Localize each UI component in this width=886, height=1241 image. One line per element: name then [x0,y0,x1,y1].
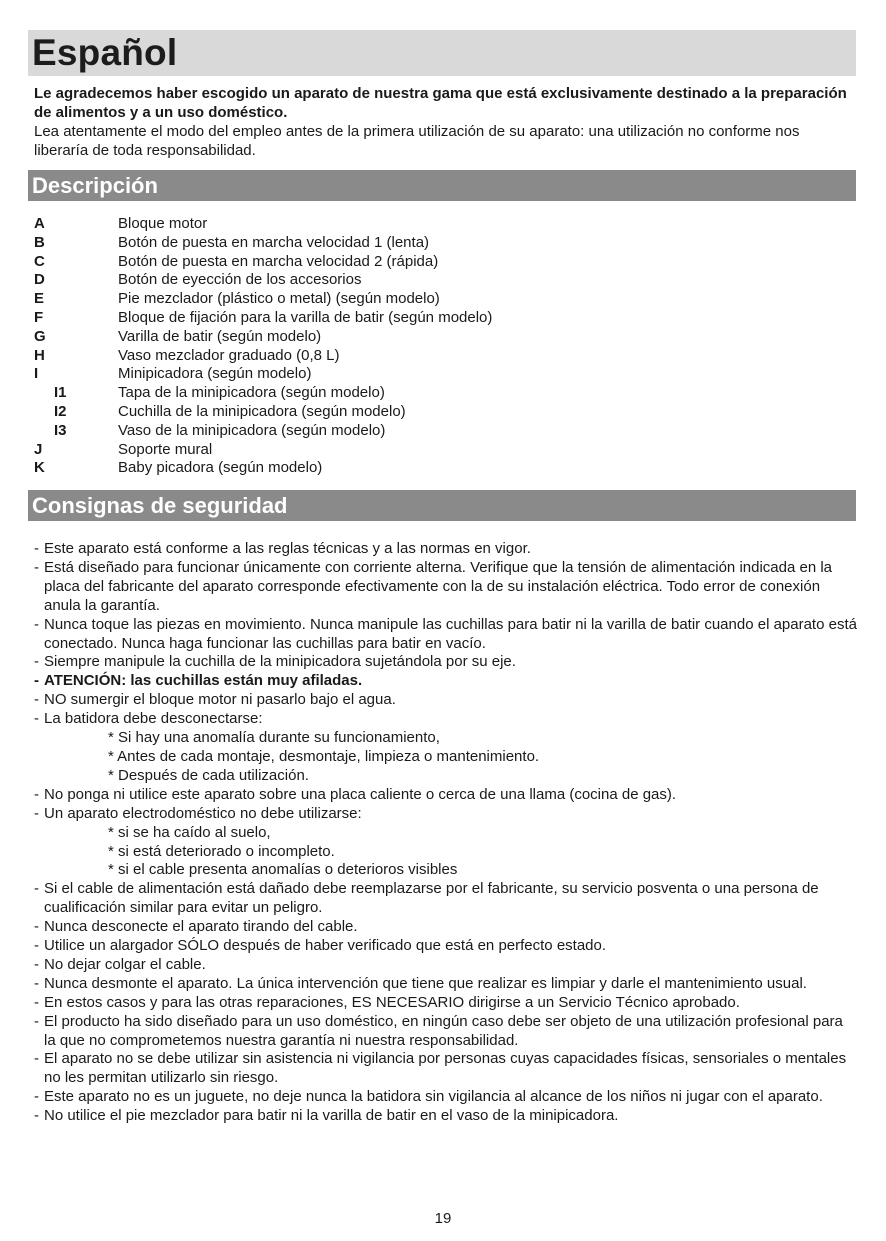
description-item-letter: G [34,327,46,345]
safety-item-text: Nunca desconecte el aparato tirando del cable. [44,918,358,936]
safety-item [34,1088,858,1107]
safety-item-text: Si el cable de alimentación está dañado debe reemplazarse por el fabricante, su servicio posventa o una persona de cualificación similar para evitar un peligro. [44,880,819,917]
safety-subitem: * si está deteriorado o incompleto. [108,842,335,860]
bullet-dash: - [34,974,39,992]
bullet-dash: - [34,804,39,822]
bullet-dash: - [34,672,39,690]
bullet-dash: - [34,993,39,1011]
safety-item [34,1107,858,1126]
description-item-letter: D [34,271,45,289]
safety-item [34,805,858,824]
description-item-text: Vaso de la minipicadora (según modelo) [118,421,386,439]
description-item-letter: B [34,233,45,251]
bullet-dash: - [34,540,39,557]
safety-item [34,975,858,994]
safety-item-text: La batidora debe desconectarse: [44,710,263,728]
description-item [34,215,854,234]
description-item [34,290,854,309]
safety-item-text: No ponga ni utilice este aparato sobre una placa caliente o cerca de una llama (cocina de gas). [44,785,677,803]
safety-item [34,653,858,672]
description-item [34,384,854,403]
description-item-letter: J [34,440,43,458]
description-item-letter: I3 [54,421,67,439]
bullet-dash: - [34,918,39,936]
safety-item-text: Un aparato electrodoméstico no debe utilizarse: [44,804,362,822]
page-title: Español [32,32,178,73]
safety-item-text: Siempre manipule la cuchilla de la minipicadora sujetándola por su eje. [44,653,516,671]
description-item-text: Soporte mural [118,440,213,458]
description-item-letter: F [34,308,44,326]
bullet-dash: - [34,691,39,709]
description-item [34,234,854,253]
safety-item [34,1013,858,1051]
safety-item [34,710,858,729]
safety-item-text: Nunca toque las piezas en movimiento. Nunca manipule las cuchillas para batir ni la varilla de batir cuando el aparato está conectado. Nunca haga funcionar las cuchillas para batir en vacío. [44,615,857,652]
description-item-text: Varilla de batir (según modelo) [118,327,322,345]
safety-item-text: El aparato no se debe utilizar sin asistencia ni vigilancia por personas cuyas capacidades físicas, sensoriales o mentales no les permitan utilizarlo sin riesgo. [44,1050,847,1087]
safety-item-text: Este aparato está conforme a las reglas técnicas y a las normas en vigor. [44,540,531,557]
description-item-letter: I1 [54,384,67,402]
description-item-letter: H [34,346,45,364]
safety-item-text: Nunca desmonte el aparato. La única intervención que tiene que realizar es limpiar y darle el mantenimiento usual. [44,974,807,992]
safety-item-text: No utilice el pie mezclador para batir ni la varilla de batir en el vaso de la minipicadora. [44,1107,619,1125]
safety-heading: Consignas de seguridad [32,493,288,518]
description-item-text: Botón de puesta en marcha velocidad 1 (lenta) [118,233,430,251]
safety-item-text: NO sumergir el bloque motor ni pasarlo bajo el agua. [44,691,396,709]
description-item [34,403,854,422]
description-item-letter: C [34,252,45,270]
description-item-letter: A [34,215,45,232]
safety-item-text: Está diseñado para funcionar únicamente con corriente alterna. Verifique que la tensión de alimentación indicada en la placa del fabricante del aparato corresponde efectivamente con la de su instalación eléctrica. Todo error de conexión anula la garantía. [44,558,833,614]
bullet-dash: - [34,880,39,898]
description-item [34,441,854,460]
safety-item [34,918,858,937]
safety-list [34,540,858,1126]
description-list [34,215,854,478]
bullet-dash: - [34,615,39,633]
description-item [34,309,854,328]
description-item-text: Cuchilla de la minipicadora (según modelo) [118,402,406,420]
safety-heading-bar [28,490,856,521]
intro-bold-text: Le agradecemos haber escogido un aparato de nuestra gama que está exclusivamente destinado a la preparación de alimentos y a un uso doméstico. [34,85,847,121]
description-heading: Descripción [32,173,158,198]
description-item-text: Bloque de fijación para la varilla de batir (según modelo) [118,308,493,326]
safety-item [34,994,858,1013]
description-item [34,253,854,272]
description-item-text: Bloque motor [118,215,208,232]
bullet-dash: - [34,1088,39,1106]
description-item-text: Vaso mezclador graduado (0,8 L) [118,346,340,364]
safety-item-text: Utilice un alargador SÓLO después de haber verificado que está en perfecto estado. [44,937,607,955]
description-item-text: Botón de puesta en marcha velocidad 2 (rápida) [118,252,439,270]
description-item-text: Minipicadora (según modelo) [118,365,312,383]
description-item [34,328,854,347]
intro-paragraph [34,84,854,160]
description-item-letter: K [34,459,45,477]
description-item-letter: I [34,365,39,383]
bullet-dash: - [34,1050,39,1068]
safety-item-text: ATENCIÓN: las cuchillas están muy afiladas. [44,672,363,690]
intro-text: Lea atentamente el modo del empleo antes de la primera utilización de su aparato: una utilización no conforme nos liberaría de toda responsabilidad. [34,123,800,159]
description-item [34,271,854,290]
bullet-dash: - [34,1107,39,1125]
description-item-letter: E [34,290,45,308]
safety-item [34,956,858,975]
bullet-dash: - [34,955,39,973]
safety-subitem: * Si hay una anomalía durante su funcionamiento, [108,729,440,747]
bullet-dash: - [34,558,39,576]
safety-subitem: * si se ha caído al suelo, [108,823,271,841]
description-item-text: Baby picadora (según modelo) [118,459,323,477]
bullet-dash: - [34,710,39,728]
safety-item [34,540,858,559]
safety-subitem: * Después de cada utilización. [108,766,309,784]
description-item-text: Tapa de la minipicadora (según modelo) [118,384,385,402]
safety-item [34,616,858,654]
safety-item-text: Este aparato no es un juguete, no deje nunca la batidora sin vigilancia al alcance de los niños ni jugar con el aparato. [44,1088,823,1106]
description-item [34,347,854,366]
safety-item [34,559,858,616]
description-item [34,365,854,384]
safety-item [34,691,858,710]
safety-item [34,937,858,956]
description-item-text: Pie mezclador (plástico o metal) (según modelo) [118,290,440,308]
safety-item [34,880,858,918]
safety-item-text: No dejar colgar el cable. [44,955,206,973]
bullet-dash: - [34,937,39,955]
bullet-dash: - [34,785,39,803]
description-heading-bar [28,170,856,201]
safety-item [34,672,858,691]
description-item [34,422,854,441]
safety-item-text: En estos casos y para las otras reparaciones, ES NECESARIO dirigirse a un Servicio Técnico aprobado. [44,993,740,1011]
safety-subitem: * si el cable presenta anomalías o deterioros visibles [108,861,458,879]
safety-item [34,1050,858,1088]
bullet-dash: - [34,1012,39,1030]
description-item-letter: I2 [54,402,67,420]
bullet-dash: - [34,653,39,671]
title-bar [28,30,856,76]
description-item-text: Botón de eyección de los accesorios [118,271,362,289]
page-number: 19 [434,1210,452,1227]
safety-subitem: * Antes de cada montaje, desmontaje, limpieza o mantenimiento. [108,747,540,765]
safety-item-text: El producto ha sido diseñado para un uso doméstico, en ningún caso debe ser objeto de una utilización profesional para la que no comprometemos nuestra garantía ni nuestra responsabilidad. [44,1012,843,1049]
safety-item [34,786,858,805]
description-item [34,459,854,478]
